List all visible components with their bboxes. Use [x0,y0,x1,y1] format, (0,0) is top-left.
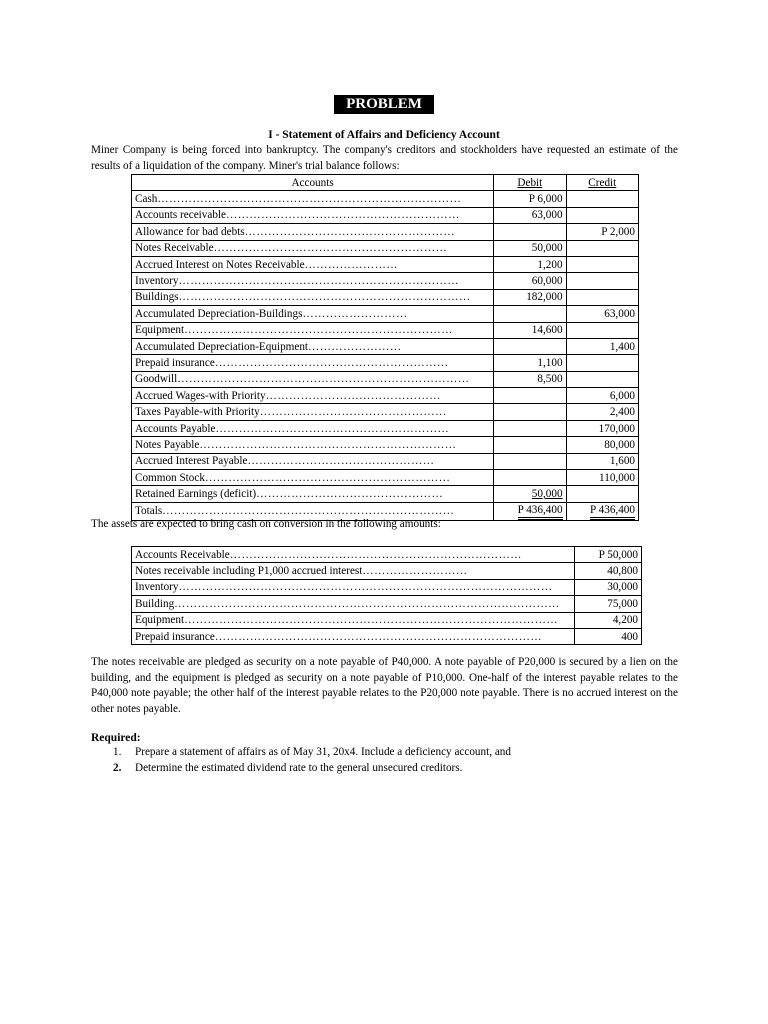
credit-cell [566,355,638,371]
leader-dots: ………………………………………………………… [199,438,457,451]
account-cell [132,191,494,207]
debit-cell [494,224,566,240]
leader-dots: ………………………………………… [247,455,435,468]
section-title: I - Statement of Affairs and Deficiency Account [268,129,500,141]
asset-name: Accounts Receivable [135,548,230,561]
asset-name: Building [135,597,175,610]
table-row [132,322,639,338]
credit-cell: 1,400 [566,338,638,354]
table-row [132,420,639,436]
account-name: Inventory [135,275,179,288]
debit-cell [494,453,566,469]
asset-cell [132,547,575,563]
debit-cell [494,437,566,453]
table-row [132,273,639,289]
credit-cell: 1,600 [566,453,638,469]
account-cell [132,470,494,486]
asset-cell [132,596,575,612]
table-row [132,612,642,628]
account-cell [132,388,494,404]
leader-dots: …………………………………………………… [214,356,449,369]
table-row [132,355,639,371]
debit-cell: 14,600 [494,322,566,338]
credit-cell: 110,000 [566,470,638,486]
conversion-table [131,546,642,645]
table-row [132,404,639,420]
account-name: Accrued Wages-with Priority [135,389,266,402]
credit-cell: P 2,000 [566,224,638,240]
debit-value: 50,000 [531,488,563,501]
leader-dots: ………………………………………… [259,406,447,419]
table-row [132,470,639,486]
account-cell [132,338,494,354]
account-cell [132,273,494,289]
amount-cell: P 50,000 [575,547,642,563]
account-name: Retained Earnings (deficit) [135,488,257,501]
credit-cell [566,371,638,387]
debit-cell: 1,200 [494,256,566,272]
leader-dots: …………………………………………………………………………………… [184,614,559,627]
leader-dots: …………………………………………………… [226,209,460,222]
credit-cell [566,273,638,289]
account-name: Accounts Payable [135,422,216,435]
amount-cell: 4,200 [575,612,642,628]
account-name: Notes Receivable [135,242,214,255]
account-name: Notes Payable [135,438,200,451]
leader-dots: …………………………………………………… [215,422,450,435]
account-cell [132,453,494,469]
account-cell [132,322,494,338]
account-name: Common Stock [135,471,205,484]
leader-dots: ………………………………………………………………… [229,548,522,561]
account-name: Goodwill [135,373,178,386]
amount-cell: 30,000 [575,579,642,595]
column-header-accounts: Accounts [132,175,494,191]
table-row [132,628,642,644]
table-row [132,338,639,354]
credit-cell [566,191,638,207]
account-name: Accumulated Depreciation-Buildings [135,307,303,320]
amount-cell: 75,000 [575,596,642,612]
account-name: Accounts receivable [135,209,227,222]
credit-cell: 6,000 [566,388,638,404]
credit-cell: 80,000 [566,437,638,453]
account-cell [132,256,494,272]
table-row [132,240,639,256]
table-row [132,547,642,563]
table-row [132,579,642,595]
leader-dots: ………………………………………………………………………… [214,630,543,643]
asset-cell [132,628,575,644]
table-row [132,191,639,207]
asset-name: Equipment [135,614,185,627]
account-name: Equipment [135,324,185,337]
asset-cell [132,612,575,628]
table-row [132,437,639,453]
leader-dots: ………………………………………………………………… [177,373,470,386]
account-cell [132,240,494,256]
debit-cell [494,470,566,486]
trial-balance-table [131,174,639,521]
asset-name: Prepaid insurance [135,630,215,643]
account-cell [132,289,494,305]
account-cell [132,355,494,371]
account-cell [132,420,494,436]
leader-dots: ……………………………………………………………………………………… [174,597,560,610]
table-row [132,563,642,579]
debit-cell [494,486,566,502]
leader-dots: ……………………………………………………………… [178,275,459,288]
credit-cell: 63,000 [566,306,638,322]
debit-cell: 1,100 [494,355,566,371]
credit-cell [566,322,638,338]
asset-name: Inventory [135,581,179,594]
leader-dots: ……………………… [362,565,468,578]
conversion-intro: The assets are expected to bring cash on conversion in the following amounts: [91,518,441,530]
account-cell [132,306,494,322]
required-item-1: 1. Prepare a statement of affairs as of May 31, 20x4. Include a deficiency account, and [113,746,511,758]
debit-cell: 60,000 [494,273,566,289]
credit-cell [566,256,638,272]
leader-dots: ………………………………………………………………… [162,505,455,518]
credit-cell [566,486,638,502]
credit-cell [566,289,638,305]
account-cell [132,207,494,223]
debit-cell [494,420,566,436]
credit-cell [566,207,638,223]
account-cell [132,437,494,453]
table-row [132,453,639,469]
column-header-debit: Debit [517,176,543,189]
amount-cell: 40,800 [575,563,642,579]
table-row [132,224,639,240]
intro-paragraph: Miner Company is being forced into bankruptcy. The company's creditors and stockholders have requested an estimate of the results of a liquidation of the company. Miner's trial balance follows: [91,144,678,172]
debit-cell: P 6,000 [494,191,566,207]
table-row [132,596,642,612]
leader-dots: …………………… [308,340,402,353]
amount-cell: 400 [575,628,642,644]
leader-dots: ……………………………………………… [244,225,456,238]
table-row [132,486,639,502]
table-row [132,207,639,223]
leader-dots: …………………… [304,258,399,271]
debit-cell: 8,500 [494,371,566,387]
required-item-2: 2. Determine the estimated dividend rate to the general unsecured creditors. [113,762,463,774]
asset-cell [132,579,575,595]
debit-cell: 50,000 [494,240,566,256]
leader-dots: ……………………………………………………… [204,471,451,484]
account-cell [132,371,494,387]
credit-cell [566,240,638,256]
table-header-row [132,175,639,191]
column-header-credit: Credit [588,176,617,189]
debit-cell: 182,000 [494,289,566,305]
leader-dots: ……………………………………… [265,389,441,402]
notes-paragraph: The notes receivable are pledged as security on a note payable of P40,000. A note payable of P20,000 is secured by a lien on the building, and the equipment is pledged as security on a note payable of P10,000. One-half of the interest payable relates to the P40,000 note payable; the other half of the interest payable relates to the P20,000 note payable. There is no accrued interest on the other notes payable. [91,656,678,715]
account-name: Prepaid insurance [135,356,215,369]
table-row [132,289,639,305]
required-title: Required: [91,732,141,744]
debit-cell [494,388,566,404]
debit-cell [494,338,566,354]
asset-cell [132,563,575,579]
credit-total: P 436,400 [590,504,635,520]
leader-dots: …………………………………………………………………………………… [178,581,553,594]
leader-dots: ………………………………………… [256,488,444,501]
debit-total: P 436,400 [518,504,563,520]
table-row [132,371,639,387]
account-name: Buildings [135,291,179,304]
debit-cell [494,306,566,322]
table-row [132,388,639,404]
account-name: Accrued Interest Payable [135,455,248,468]
debit-cell [494,404,566,420]
account-name: Accrued Interest on Notes Receivable [135,258,305,271]
account-name: Accumulated Depreciation-Equipment [135,340,309,353]
account-name: Taxes Payable-with Priority [135,406,260,419]
leader-dots: …………………………………………………………… [184,324,453,337]
table-row [132,256,639,272]
account-cell [132,224,494,240]
page-title: PROBLEM [334,95,434,114]
credit-cell: 2,400 [566,404,638,420]
leader-dots: ………………………………………………………………… [178,291,471,304]
account-name: Totals [135,505,163,518]
account-cell [132,486,494,502]
leader-dots: …………………………………………………… [213,242,448,255]
credit-cell: 170,000 [566,420,638,436]
debit-cell: 63,000 [494,207,566,223]
asset-name: Notes receivable including P1,000 accrued interest [135,565,363,578]
leader-dots: …………………………………………………………………… [157,193,462,206]
account-cell [132,404,494,420]
leader-dots: ……………………… [302,307,408,320]
account-name: Allowance for bad debts [135,225,245,238]
account-name: Cash [135,193,158,206]
table-row [132,306,639,322]
